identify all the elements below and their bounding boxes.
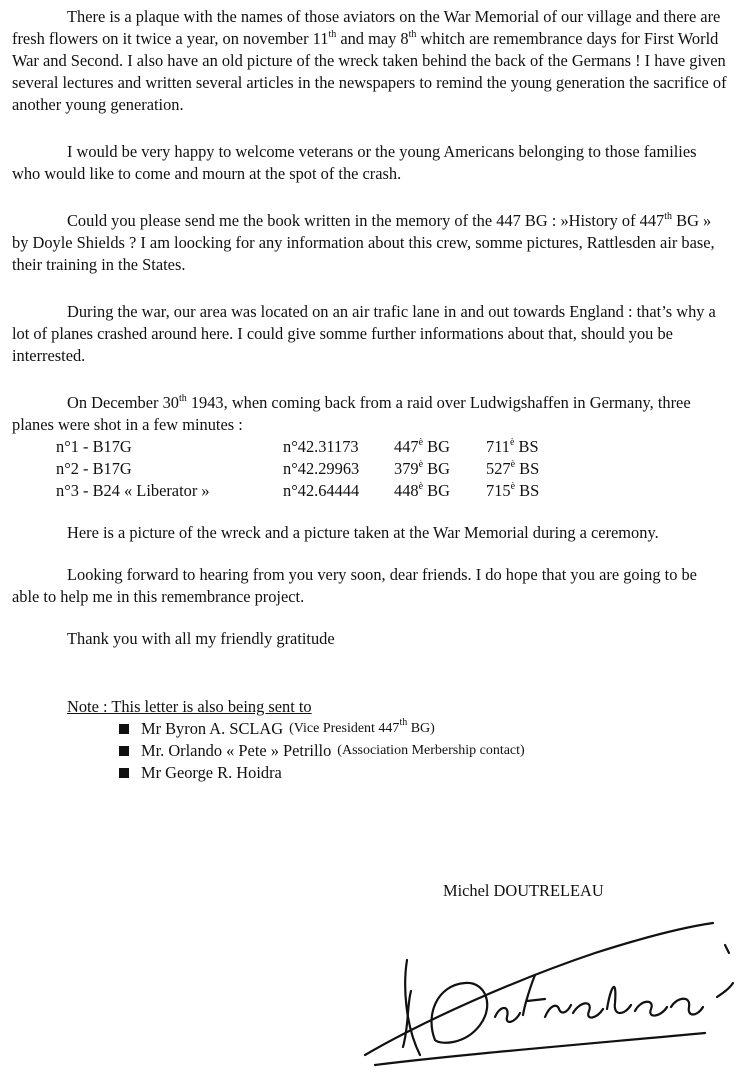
paragraph-thanks: Thank you with all my friendly gratitude xyxy=(67,629,335,648)
handwritten-signature xyxy=(345,905,745,1070)
plane-row: n°1 - B17G n°42.31173 $447^è$ BG $711^è$ BS xyxy=(56,436,539,456)
paragraph-book-request: Could you please send me the book written in the memory of the 447 BG : »History of 447th BG » by Doyle Shields ? I am loocking for any information about this crew, somme pictures, Rattlesden air base, their training in the States. xyxy=(12,210,715,274)
paragraph-looking-forward: Looking forward to hearing from you very soon, dear friends. I do hope that you are going to be able to help me in this remembrance project. xyxy=(12,565,697,606)
signer-name: Michel DOUTRELEAU xyxy=(443,881,604,900)
recipient-item: Mr Byron A. SCLAG (Vice President 447th BG) xyxy=(119,718,728,740)
recipient-list xyxy=(67,718,728,784)
square-bullet-icon xyxy=(119,746,129,756)
planes-list xyxy=(56,436,728,502)
square-bullet-icon xyxy=(119,724,129,734)
svg-text:Doutreleau: Doutreleau xyxy=(345,905,350,906)
square-bullet-icon xyxy=(119,768,129,778)
note-heading: Note : This letter is also being sent to xyxy=(67,697,312,716)
plane-row: n°3 - B24 « Liberator » n°42.64444 $448^è$ BG $715^è$ BS xyxy=(56,480,540,500)
recipient-item: Mr George R. Hoidra xyxy=(119,762,728,784)
paragraph-welcome: I would be very happy to welcome veterans or the young Americans belonging to those families who would like to come and mourn at the spot of the crash. xyxy=(12,142,697,183)
paragraph-plaque: There is a plaque with the names of those aviators on the War Memorial of our village and there are fresh flowers on it twice a year, on november 11th and may 8th whitch are remembrance days for First World War and Second. I also have an old picture of the wreck taken behind the back of the Germans ! I have given several lectures and written several articles in the newspapers to remind the young generation the sacrifice of another young generation. xyxy=(12,7,727,114)
paragraph-pictures: Here is a picture of the wreck and a picture taken at the War Memorial during a ceremony. xyxy=(67,523,659,542)
paragraph-air-lane: During the war, our area was located on an air trafic lane in and out towards England : that’s why a lot of planes crashed around here. I could give somme further informations about that, should you be interrested. xyxy=(12,302,716,365)
recipient-item: Mr. Orlando « Pete » Petrillo (Association Merbership contact) xyxy=(119,740,728,762)
paragraph-raid: On December 30th 1943, when coming back from a raid over Ludwigshaffen in Germany, three planes were shot in a few minutes : xyxy=(12,392,691,434)
plane-row: n°2 - B17G n°42.29963 $379^è$ BG $527^è$ BS xyxy=(56,458,540,478)
letter-body xyxy=(12,6,728,784)
